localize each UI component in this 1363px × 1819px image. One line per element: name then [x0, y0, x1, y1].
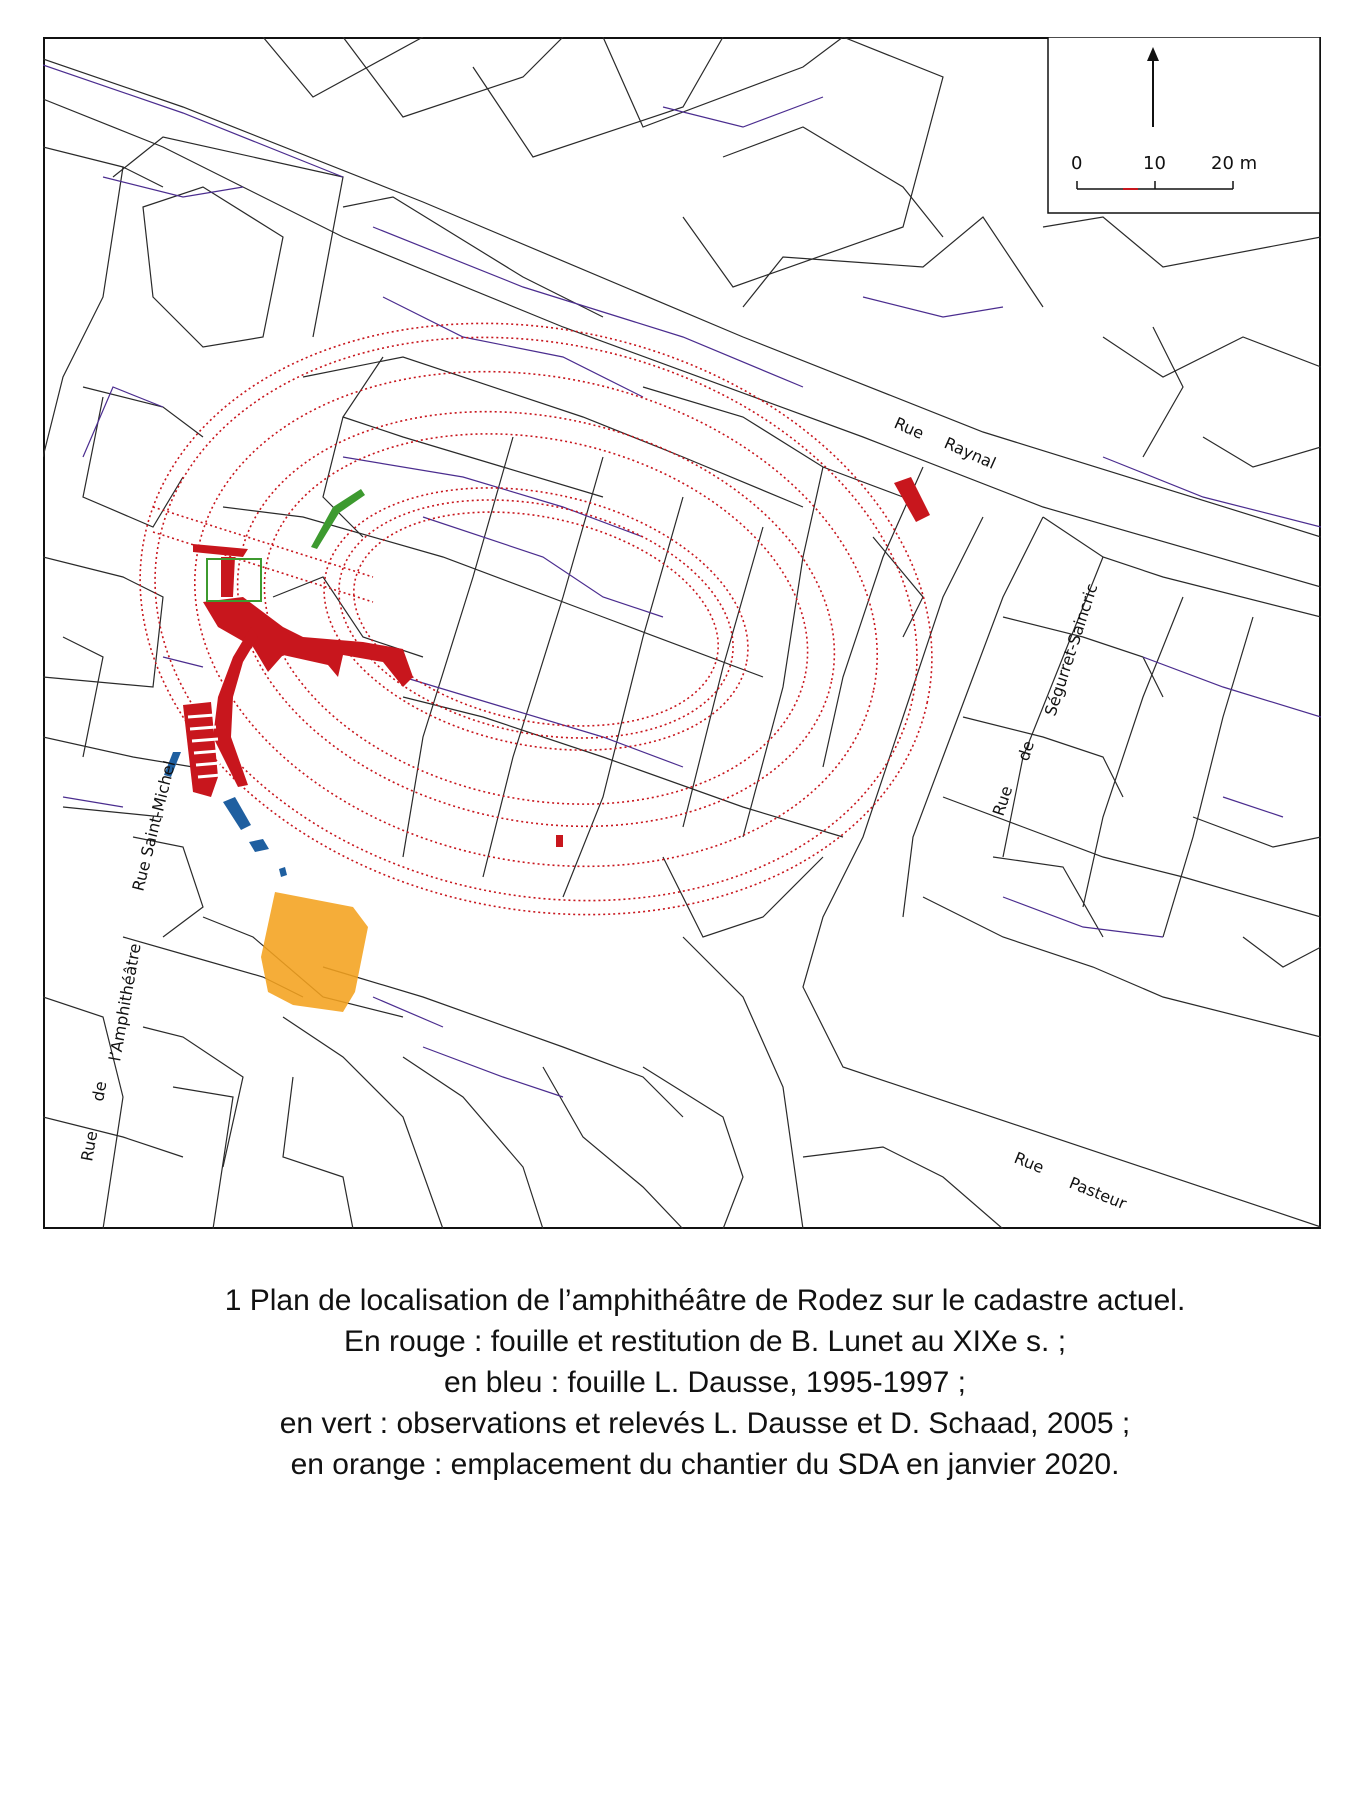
- caption-line-5: en orange : emplacement du chantier du SDA en janvier 2020.: [290, 1448, 1120, 1481]
- scale-label-0: 0: [1071, 153, 1083, 174]
- street-label-pasteur-1: Rue: [1011, 1148, 1047, 1178]
- cadastre-map: [43, 37, 1321, 1229]
- caption-line-1: 1 Plan de localisation de l’amphithéâtre de Rodez sur le cadastre actuel.: [224, 1284, 1186, 1317]
- figure-caption: [80, 1280, 1330, 1485]
- street-label-amphi-1: Rue: [77, 1129, 102, 1163]
- caption-line-2: En rouge : fouille et restitution de B. Lunet au XIXe s. ;: [343, 1325, 1067, 1358]
- scale-label-20: 20 m: [1211, 153, 1258, 174]
- map: [43, 37, 1321, 1229]
- street-label-amphi-3: l’Amphithéâtre: [105, 941, 145, 1063]
- street-label-pasteur-2: Pasteur: [1066, 1173, 1130, 1214]
- street-label-amphi-2: de: [88, 1079, 111, 1103]
- street-label-raynal-1: Rue: [891, 413, 927, 444]
- street-label-raynal-2: Raynal: [941, 433, 999, 473]
- caption-line-4: en vert : observations et relevés L. Dausse et D. Schaad, 2005 ;: [279, 1407, 1131, 1440]
- scale-inset: [1048, 37, 1320, 213]
- street-label-seguret-1: Rue: [988, 783, 1017, 819]
- street-label-saint-michel: Rue Saint-Michel: [128, 758, 180, 893]
- scale-label-10: 10: [1143, 153, 1166, 174]
- caption-line-3: en bleu : fouille L. Dausse, 1995-1997 ;: [443, 1366, 967, 1399]
- scale-inset-box: [1048, 37, 1320, 213]
- street-label-seguret-3: Ségurret-Saincric: [1040, 581, 1102, 719]
- street-label-seguret-2: de: [1013, 738, 1038, 764]
- sda-site-2020: [261, 892, 368, 1012]
